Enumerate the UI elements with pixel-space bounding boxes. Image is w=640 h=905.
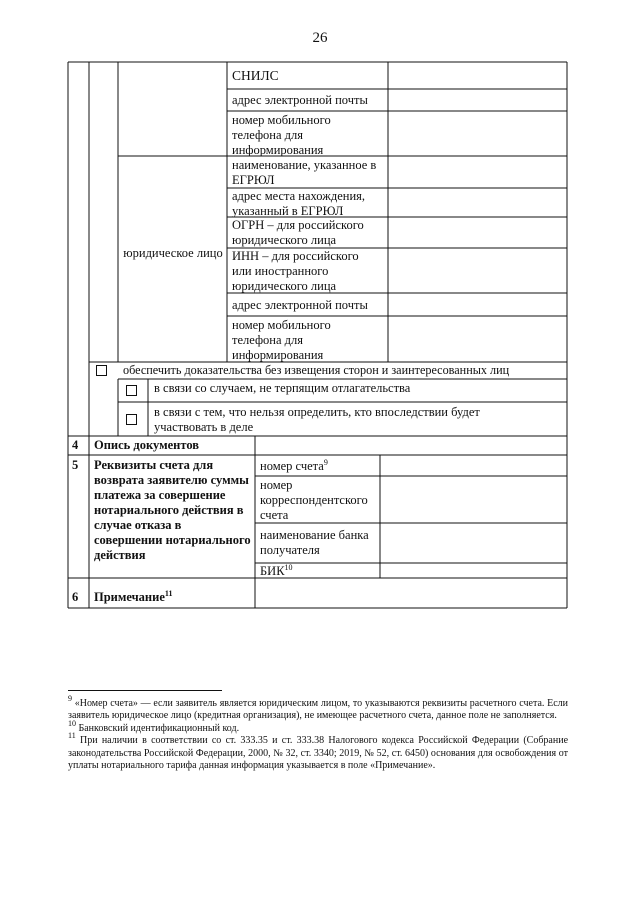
egrul-name-label: наименование, указанное в ЕГРЮЛ xyxy=(232,158,377,187)
section-6-title: Примечание$^{11}$ xyxy=(94,589,173,604)
legal-entity-label: юридическое лицо xyxy=(123,246,223,260)
snils-label: СНИЛС xyxy=(232,68,279,83)
mobile-phone-label-legal: номер мобильного телефона для информирования xyxy=(232,318,331,362)
footnote-11: $^{11}$ При наличии в соответствии со ст. 333.35 и ст. 333.38 Налогового кодекса Российской Федерации (Собрание законодательства Российской Федерации, 2000, № 32, ст. 3340; 2019, № 52, ст. 6450) основания для освобождения от уплаты нотариального тарифа данная информация указывается в поле «Примечание». xyxy=(68,731,569,772)
bik-label: БИК$^{10}$ xyxy=(260,563,293,578)
ogrn-label: ОГРН – для российского юридического лица xyxy=(232,218,364,247)
urgent-case-label: в связи со случаем, не терпящим отлагательства xyxy=(154,381,411,395)
correspondent-account-label: номер корреспондентского счета xyxy=(260,478,368,522)
footnote-10: $^{10}$ Банковский идентификационный код. xyxy=(68,718,240,734)
footnotes xyxy=(68,694,569,772)
section-5-number: 5 xyxy=(72,458,79,472)
egrul-address-label: адрес места нахождения, указанный в ЕГРЮЛ xyxy=(232,189,366,218)
footnote-separator xyxy=(68,690,222,691)
unknown-parties-label: в связи с тем, что нельзя определить, кто впоследствии будет участвовать в деле xyxy=(154,405,480,434)
bank-name-label: наименование банка получателя xyxy=(260,528,369,557)
inn-label: ИНН – для российского или иностранного юридического лица xyxy=(232,249,359,293)
secure-evidence-label: обеспечить доказательства без извещения сторон и заинтересованных лиц xyxy=(123,363,510,377)
checkbox-unknown-parties[interactable] xyxy=(126,414,137,425)
email-label: адрес электронной почты xyxy=(232,93,368,107)
checkbox-secure-evidence[interactable] xyxy=(96,365,107,376)
section-4-title: Опись документов xyxy=(94,438,200,452)
checkbox-urgent-case[interactable] xyxy=(126,385,137,396)
section-5-title: Реквизиты счета для возврата заявителю суммы платежа за совершение нотариального действия в случае отказа в совершении нотариального действия xyxy=(94,458,251,562)
mobile-phone-label: номер мобильного телефона для информирования xyxy=(232,113,331,157)
email-label-legal: адрес электронной почты xyxy=(232,298,368,312)
footnote-9: $^9$ «Номер счета» — если заявитель является юридическим лицом, то указываются реквизиты расчетного счета. Если заявитель юридическое лицо (кредитная организация), не имеющее расчетного счета, данное поле не заполняется. xyxy=(68,694,569,722)
account-number-label: номер счета$^9$ xyxy=(260,458,328,473)
section-6-number: 6 xyxy=(72,590,79,604)
section-4-number: 4 xyxy=(72,438,79,452)
page-number: 26 xyxy=(312,30,328,46)
